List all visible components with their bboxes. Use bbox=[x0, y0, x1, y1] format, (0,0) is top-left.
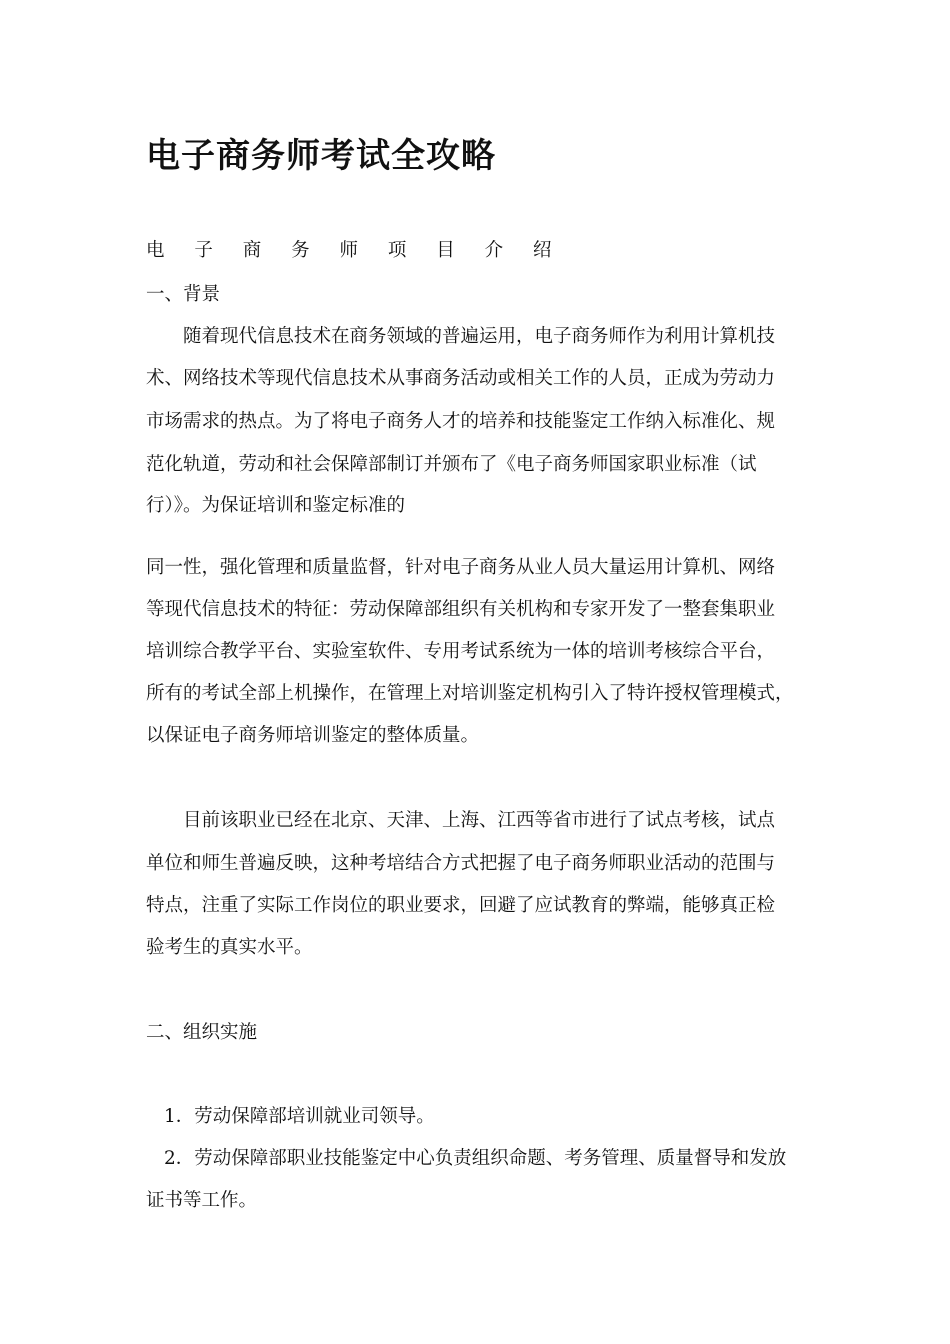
paragraph-line: 术、网络技术等现代信息技术从事商务活动或相关工作的人员，正成为劳动力 bbox=[146, 368, 776, 389]
list-item: 1．劳动保障部培训就业司领导。 bbox=[164, 1106, 435, 1127]
paragraph-line: 同一性，强化管理和质量监督，针对电子商务从业人员大量运用计算机、网络 bbox=[146, 557, 776, 578]
paragraph-line: 单位和师生普遍反映，这种考培结合方式把握了电子商务师职业活动的范围与 bbox=[146, 853, 776, 874]
paragraph-line: 以保证电子商务师培训鉴定的整体质量。 bbox=[146, 725, 480, 746]
paragraph-line: 培训综合教学平台、实验室软件、专用考试系统为一体的培训考核综合平台， bbox=[146, 641, 776, 662]
page-title: 电子商务师考试全攻略 bbox=[146, 136, 496, 176]
paragraph-line: 行）》。为保证培训和鉴定标准的 bbox=[146, 495, 406, 516]
section-header: 电 子 商 务 师 项 目 介 绍 bbox=[146, 240, 564, 261]
paragraph-line: 等现代信息技术的特征：劳动保障部组织有关机构和专家开发了一整套集职业 bbox=[146, 599, 776, 620]
paragraph-line: 目前该职业已经在北京、天津、上海、江西等省市进行了试点考核，试点 bbox=[183, 810, 776, 831]
paragraph-line: 所有的考试全部上机操作，在管理上对培训鉴定机构引入了特许授权管理模式， bbox=[146, 683, 794, 704]
paragraph-line: 市场需求的热点。为了将电子商务人才的培养和技能鉴定工作纳入标准化、规 bbox=[146, 411, 776, 432]
list-item: 2．劳动保障部职业技能鉴定中心负责组织命题、考务管理、质量督导和发放 bbox=[164, 1148, 787, 1169]
paragraph-line: 范化轨道，劳动和社会保障部制订并颁布了《电子商务师国家职业标准（试 bbox=[146, 454, 757, 475]
paragraph-line: 验考生的真实水平。 bbox=[146, 937, 313, 958]
paragraph-line: 特点，注重了实际工作岗位的职业要求，回避了应试教育的弊端，能够真正检 bbox=[146, 895, 776, 916]
heading-organization: 二、组织实施 bbox=[146, 1022, 258, 1043]
paragraph-line: 随着现代信息技术在商务领域的普遍运用，电子商务师作为利用计算机技 bbox=[183, 326, 776, 347]
list-item-continuation: 证书等工作。 bbox=[146, 1190, 258, 1211]
heading-background: 一、背景 bbox=[146, 284, 221, 305]
